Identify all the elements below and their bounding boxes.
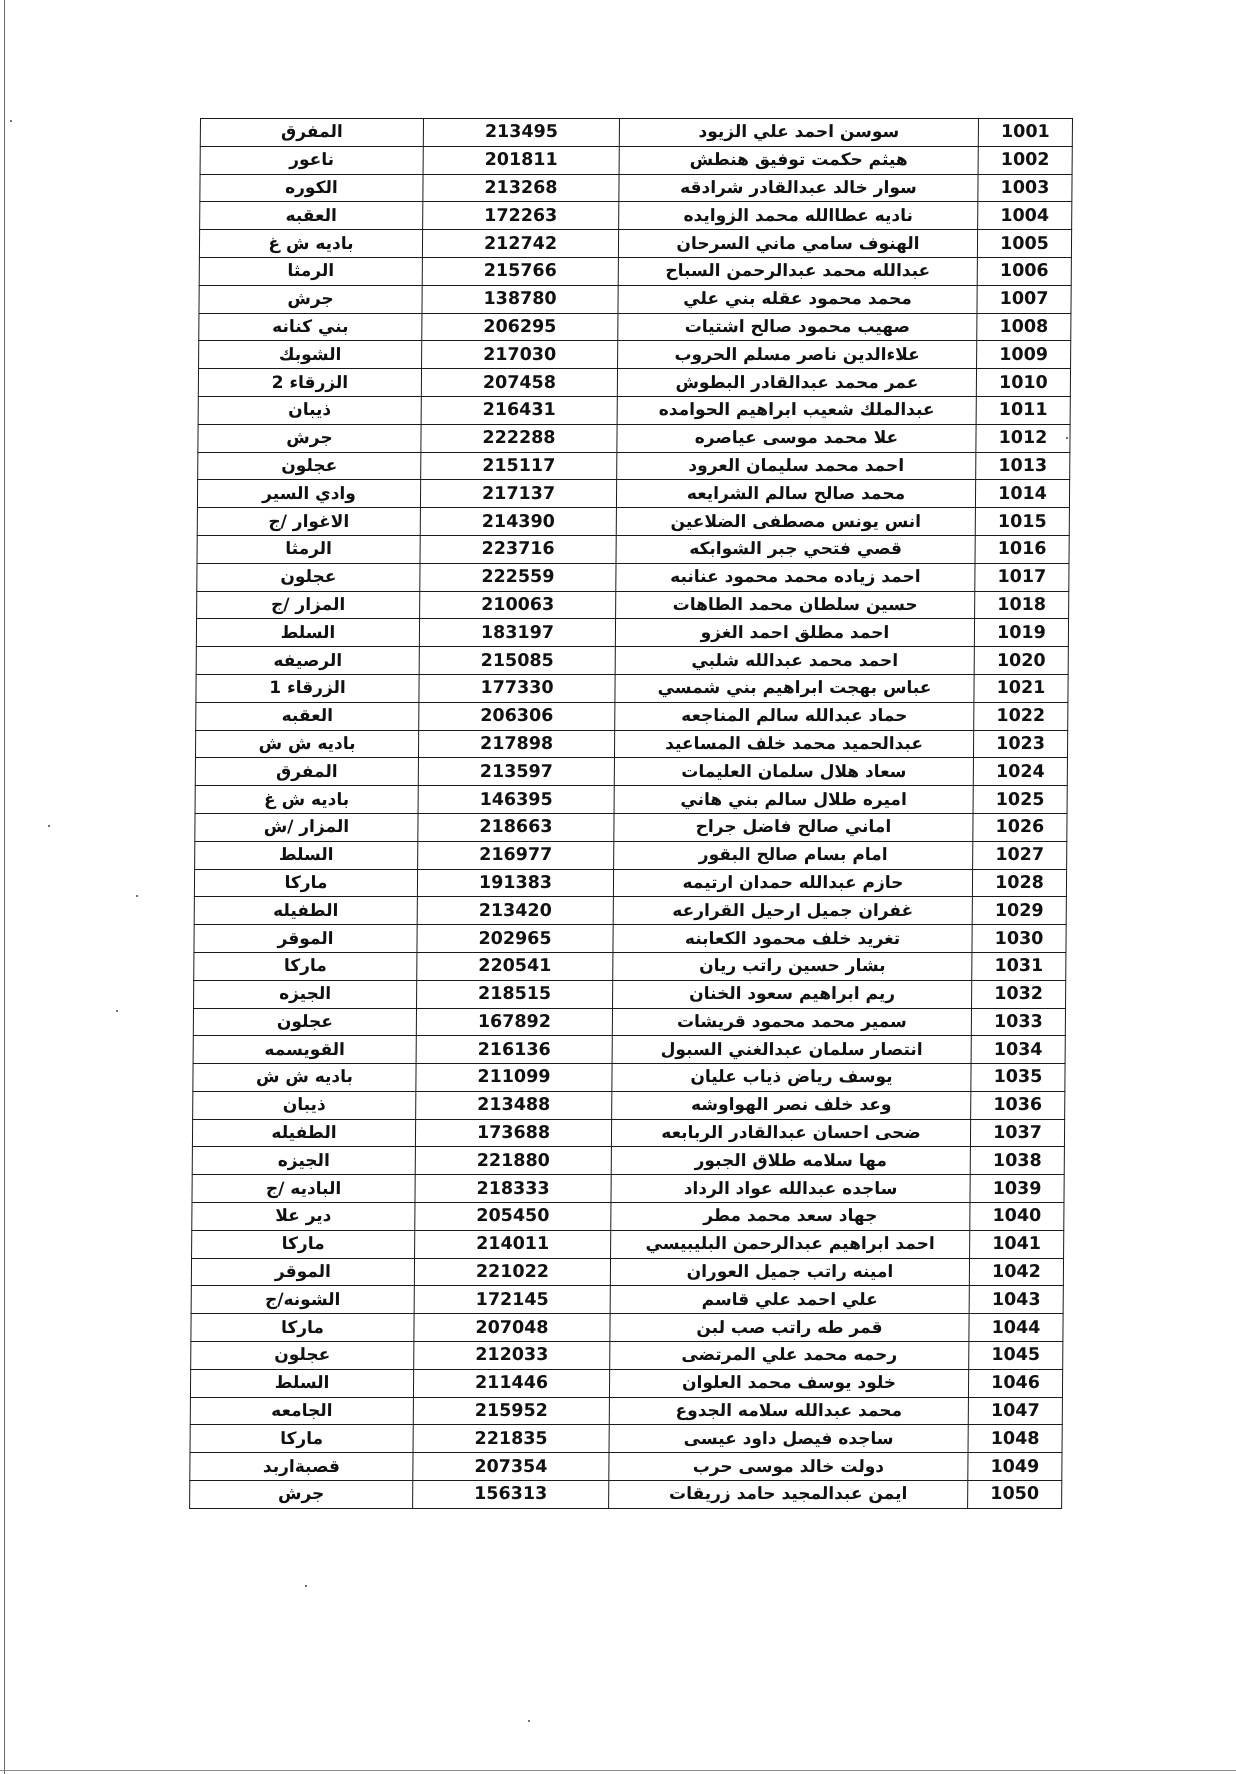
id-code-cell: 207458 [421, 369, 617, 397]
table-body [190, 119, 1073, 1509]
serial-number-cell: 1032 [972, 980, 1066, 1008]
serial-number-cell: 1041 [970, 1230, 1064, 1258]
table-row [190, 1397, 1062, 1425]
table-row [195, 786, 1067, 814]
serial-number-cell: 1043 [969, 1286, 1063, 1314]
id-code-cell: 215766 [422, 257, 618, 285]
location-cell: دير علا [192, 1203, 415, 1231]
full-name-cell: امينه راتب جميل العوران [610, 1258, 969, 1286]
location-cell: الشوبك [199, 341, 422, 369]
id-code-cell: 222288 [421, 424, 617, 452]
serial-number-cell: 1046 [968, 1369, 1062, 1397]
location-cell: الزرقاء 2 [198, 369, 421, 397]
location-cell: ماركا [194, 869, 417, 897]
location-cell: السلط [195, 841, 418, 869]
location-cell: ماركا [194, 952, 417, 980]
serial-number-cell: 1048 [968, 1425, 1062, 1453]
table-row [194, 925, 1066, 953]
location-cell: قصبةاربد [190, 1453, 413, 1481]
location-cell: العقبه [196, 702, 419, 730]
serial-number-cell: 1042 [969, 1258, 1063, 1286]
id-code-cell: 212033 [414, 1342, 610, 1370]
table-row [191, 1286, 1063, 1314]
location-cell: ذيبان [193, 1091, 416, 1119]
id-code-cell: 216136 [416, 1036, 612, 1064]
serial-number-cell: 1004 [978, 202, 1072, 230]
id-code-cell: 213268 [423, 174, 619, 202]
serial-number-cell: 1021 [974, 674, 1068, 702]
full-name-cell: وعد خلف نصر الهواوشه [612, 1091, 971, 1119]
table-row [190, 1481, 1062, 1509]
table-row [190, 1369, 1062, 1397]
full-name-cell: انتصار سلمان عبدالغني السبول [612, 1036, 971, 1064]
table-row [199, 285, 1071, 313]
serial-number-cell: 1007 [977, 285, 1071, 313]
full-name-cell: ريم ابراهيم سعود الخنان [613, 980, 972, 1008]
serial-number-cell: 1049 [968, 1453, 1062, 1481]
serial-number-cell: 1003 [978, 174, 1072, 202]
id-code-cell: 201811 [423, 146, 619, 174]
id-code-cell: 202965 [417, 925, 613, 953]
table-row [193, 1091, 1065, 1119]
id-code-cell: 206306 [419, 702, 615, 730]
location-cell: الجامعه [190, 1397, 413, 1425]
id-code-cell: 213488 [416, 1091, 612, 1119]
full-name-cell: محمد محمود عقله بني علي [618, 285, 977, 313]
id-code-cell: 167892 [416, 1008, 612, 1036]
serial-number-cell: 1018 [975, 591, 1069, 619]
table-row [196, 647, 1068, 675]
full-name-cell: بشار حسين راتب ريان [613, 952, 972, 980]
id-code-cell: 213420 [417, 897, 613, 925]
id-code-cell: 218515 [417, 980, 613, 1008]
full-name-cell: يوسف رياض ذياب عليان [612, 1064, 971, 1092]
table-row [197, 535, 1069, 563]
location-cell: القويسمه [193, 1036, 416, 1064]
table-row [194, 952, 1066, 980]
location-cell: عجلون [193, 1008, 416, 1036]
full-name-cell: تغريد خلف محمود الكعابنه [613, 925, 972, 953]
location-cell: عجلون [197, 563, 420, 591]
serial-number-cell: 1031 [972, 952, 1066, 980]
location-cell: ناعور [200, 146, 423, 174]
full-name-cell: عمر محمد عبدالقادر البطوش [617, 369, 976, 397]
location-cell: باديه ش ش [193, 1064, 416, 1092]
table-row [190, 1425, 1062, 1453]
table-row [195, 730, 1067, 758]
page-edge-bottom [0, 1770, 1236, 1771]
serial-number-cell: 1028 [972, 869, 1066, 897]
location-cell: ذيبان [198, 396, 421, 424]
serial-number-cell: 1027 [973, 841, 1067, 869]
serial-number-cell: 1020 [974, 647, 1068, 675]
location-cell: بني كنانه [199, 313, 422, 341]
id-code-cell: 206295 [422, 313, 618, 341]
table-row [195, 758, 1067, 786]
scan-speck [116, 1010, 118, 1012]
serial-number-cell: 1033 [971, 1008, 1065, 1036]
full-name-cell: اماني صالح فاضل جراح [614, 813, 973, 841]
id-code-cell: 215952 [413, 1397, 609, 1425]
id-code-cell: 213597 [418, 758, 614, 786]
table-row [196, 674, 1068, 702]
scan-speck [136, 895, 138, 897]
full-name-cell: جهاد سعد محمد مطر [611, 1203, 970, 1231]
id-code-cell: 215085 [419, 647, 615, 675]
location-cell: ماركا [192, 1230, 415, 1258]
location-cell: الكوره [200, 174, 423, 202]
serial-number-cell: 1023 [973, 730, 1067, 758]
table-row [196, 702, 1068, 730]
page-edge-left [4, 0, 5, 1774]
location-cell: الطفيله [194, 897, 417, 925]
table-row [197, 480, 1069, 508]
location-cell: الموقر [194, 925, 417, 953]
id-code-cell: 216977 [418, 841, 614, 869]
table-row [193, 1064, 1065, 1092]
id-code-cell: 177330 [419, 674, 615, 702]
serial-number-cell: 1050 [968, 1481, 1062, 1509]
id-code-cell: 207354 [413, 1453, 609, 1481]
serial-number-cell: 1038 [970, 1147, 1064, 1175]
full-name-cell: قصي فتحي جبر الشوابكه [616, 535, 975, 563]
location-cell: الرصيفه [196, 647, 419, 675]
full-name-cell: حسين سلطان محمد الطاهات [616, 591, 975, 619]
full-name-cell: حماد عبدالله سالم المناجعه [615, 702, 974, 730]
full-name-cell: احمد مطلق احمد الغزو [615, 619, 974, 647]
full-name-cell: احمد محمد سليمان العرود [617, 452, 976, 480]
location-cell: الزرقاء 1 [196, 674, 419, 702]
full-name-cell: صهيب محمود صالح اشتيات [618, 313, 977, 341]
serial-number-cell: 1008 [977, 313, 1071, 341]
full-name-cell: سعاد هلال سلمان العليمات [614, 758, 973, 786]
full-name-cell: ايمن عبدالمجيد حامد زريقات [609, 1481, 968, 1509]
serial-number-cell: 1017 [975, 563, 1069, 591]
full-name-cell: علا محمد موسى عياصره [617, 424, 976, 452]
full-name-cell: احمد زياده محمد محمود عنانبه [616, 563, 975, 591]
location-cell: المزار /ش [195, 813, 418, 841]
serial-number-cell: 1040 [970, 1203, 1064, 1231]
id-code-cell: 215117 [421, 452, 617, 480]
id-code-cell: 218663 [418, 813, 614, 841]
table-row [194, 980, 1066, 1008]
applicants-table [189, 118, 1073, 1509]
scan-speck [48, 825, 50, 827]
location-cell: عجلون [198, 452, 421, 480]
location-cell: عجلون [191, 1342, 414, 1370]
id-code-cell: 223716 [420, 535, 616, 563]
table-row [191, 1314, 1063, 1342]
id-code-cell: 217137 [420, 480, 616, 508]
location-cell: الموقر [191, 1258, 414, 1286]
full-name-cell: علاءالدين ناصر مسلم الحروب [618, 341, 977, 369]
full-name-cell: هيثم حكمت توفيق هنطش [619, 146, 978, 174]
id-code-cell: 213495 [423, 119, 619, 147]
id-code-cell: 172263 [423, 202, 619, 230]
serial-number-cell: 1029 [972, 897, 1066, 925]
location-cell: ماركا [190, 1425, 413, 1453]
table-row [192, 1119, 1064, 1147]
id-code-cell: 212742 [422, 230, 618, 258]
full-name-cell: غفران جميل ارحيل القرارعه [613, 897, 972, 925]
location-cell: باديه ش غ [199, 230, 422, 258]
id-code-cell: 220541 [417, 952, 613, 980]
serial-number-cell: 1013 [976, 452, 1070, 480]
full-name-cell: الهنوف سامي ماني السرحان [618, 230, 977, 258]
location-cell: المفرق [200, 119, 423, 147]
table-row [198, 396, 1070, 424]
id-code-cell: 211446 [413, 1369, 609, 1397]
location-cell: السلط [190, 1369, 413, 1397]
serial-number-cell: 1030 [972, 925, 1066, 953]
serial-number-cell: 1016 [975, 535, 1069, 563]
serial-number-cell: 1036 [971, 1091, 1065, 1119]
full-name-cell: عبدالملك شعيب ابراهيم الحوامده [617, 396, 976, 424]
location-cell: المزار /ج [197, 591, 420, 619]
table-row [199, 257, 1071, 285]
location-cell: المفرق [195, 758, 418, 786]
location-cell: ماركا [191, 1314, 414, 1342]
serial-number-cell: 1035 [971, 1064, 1065, 1092]
table-row [192, 1175, 1064, 1203]
location-cell: الباديه /ج [192, 1175, 415, 1203]
serial-number-cell: 1005 [977, 230, 1071, 258]
full-name-cell: امام بسام صالح البقور [614, 841, 973, 869]
table-row [200, 146, 1072, 174]
id-code-cell: 214011 [415, 1230, 611, 1258]
full-name-cell: حازم عبدالله حمدان ارتيمه [613, 869, 972, 897]
table-row [199, 313, 1071, 341]
table-row [196, 619, 1068, 647]
table-row [194, 869, 1066, 897]
location-cell: الجيزه [192, 1147, 415, 1175]
id-code-cell: 146395 [418, 786, 614, 814]
serial-number-cell: 1034 [971, 1036, 1065, 1064]
applicants-table-wrapper [189, 118, 1072, 1509]
table-row [198, 369, 1070, 397]
full-name-cell: عبدالله محمد عبدالرحمن السباح [618, 257, 977, 285]
table-row [193, 1036, 1065, 1064]
serial-number-cell: 1010 [976, 369, 1070, 397]
table-row [192, 1203, 1064, 1231]
id-code-cell: 221022 [414, 1258, 610, 1286]
location-cell: جرش [199, 285, 422, 313]
table-row [195, 841, 1067, 869]
serial-number-cell: 1015 [975, 508, 1069, 536]
id-code-cell: 218333 [415, 1175, 611, 1203]
location-cell: الجيزه [194, 980, 417, 1008]
location-cell: جرش [198, 424, 421, 452]
full-name-cell: ساجده عبدالله عواد الرداد [611, 1175, 970, 1203]
id-code-cell: 217898 [418, 730, 614, 758]
full-name-cell: سمير محمد محمود قريشات [612, 1008, 971, 1036]
table-row [193, 1008, 1065, 1036]
serial-number-cell: 1045 [969, 1342, 1063, 1370]
id-code-cell: 172145 [414, 1286, 610, 1314]
full-name-cell: محمد صالح سالم الشرايعه [616, 480, 975, 508]
id-code-cell: 214390 [420, 508, 616, 536]
id-code-cell: 221880 [415, 1147, 611, 1175]
full-name-cell: عبدالحميد محمد خلف المساعيد [614, 730, 973, 758]
id-code-cell: 217030 [422, 341, 618, 369]
table-row [200, 202, 1072, 230]
id-code-cell: 210063 [420, 591, 616, 619]
id-code-cell: 221835 [413, 1425, 609, 1453]
full-name-cell: اميره طلال سالم بني هاني [614, 786, 973, 814]
full-name-cell: دولت خالد موسى حرب [609, 1453, 968, 1481]
full-name-cell: سوار خالد عبدالقادر شرادقه [619, 174, 978, 202]
full-name-cell: احمد ابراهيم عبدالرحمن البليبيسي [611, 1230, 970, 1258]
full-name-cell: ساجده فيصل داود عيسى [609, 1425, 968, 1453]
location-cell: وادي السير [197, 480, 420, 508]
table-row [200, 119, 1072, 147]
location-cell: الطفيله [192, 1119, 415, 1147]
serial-number-cell: 1012 [976, 424, 1070, 452]
location-cell: باديه ش غ [195, 786, 418, 814]
full-name-cell: ضحى احسان عبدالقادر الربابعه [611, 1119, 970, 1147]
full-name-cell: خلود يوسف محمد العلوان [609, 1369, 968, 1397]
table-row [197, 508, 1069, 536]
table-row [200, 174, 1072, 202]
table-row [192, 1147, 1064, 1175]
full-name-cell: سوسن احمد علي الزيود [619, 119, 978, 147]
serial-number-cell: 1047 [968, 1397, 1062, 1425]
serial-number-cell: 1001 [978, 119, 1072, 147]
serial-number-cell: 1037 [970, 1119, 1064, 1147]
serial-number-cell: 1026 [973, 813, 1067, 841]
full-name-cell: رحمه محمد علي المرتضى [610, 1342, 969, 1370]
table-row [194, 897, 1066, 925]
id-code-cell: 216431 [421, 396, 617, 424]
serial-number-cell: 1025 [973, 786, 1067, 814]
table-row [197, 591, 1069, 619]
id-code-cell: 207048 [414, 1314, 610, 1342]
id-code-cell: 173688 [415, 1119, 611, 1147]
full-name-cell: محمد عبدالله سلامه الجدوع [609, 1397, 968, 1425]
serial-number-cell: 1014 [975, 480, 1069, 508]
serial-number-cell: 1022 [974, 702, 1068, 730]
id-code-cell: 211099 [416, 1064, 612, 1092]
serial-number-cell: 1019 [974, 619, 1068, 647]
location-cell: جرش [190, 1481, 413, 1509]
location-cell: السلط [196, 619, 419, 647]
scan-speck [528, 1720, 530, 1722]
table-row [191, 1258, 1063, 1286]
table-row [192, 1230, 1064, 1258]
scan-speck [10, 120, 12, 122]
serial-number-cell: 1024 [973, 758, 1067, 786]
location-cell: باديه ش ش [195, 730, 418, 758]
full-name-cell: ناديه عطاالله محمد الزوايده [619, 202, 978, 230]
serial-number-cell: 1009 [977, 341, 1071, 369]
table-row [198, 424, 1070, 452]
table-row [199, 230, 1071, 258]
full-name-cell: عباس بهجت ابراهيم بني شمسي [615, 674, 974, 702]
location-cell: العقبه [200, 202, 423, 230]
table-row [199, 341, 1071, 369]
table-row [191, 1342, 1063, 1370]
location-cell: الرمثا [199, 257, 422, 285]
serial-number-cell: 1002 [978, 146, 1072, 174]
id-code-cell: 191383 [417, 869, 613, 897]
id-code-cell: 156313 [413, 1481, 609, 1509]
serial-number-cell: 1039 [970, 1175, 1064, 1203]
scan-speck [305, 1585, 307, 1587]
serial-number-cell: 1011 [976, 396, 1070, 424]
id-code-cell: 222559 [420, 563, 616, 591]
location-cell: الرمثا [197, 535, 420, 563]
location-cell: الشونه/ج [191, 1286, 414, 1314]
id-code-cell: 183197 [419, 619, 615, 647]
serial-number-cell: 1044 [969, 1314, 1063, 1342]
table-row [195, 813, 1067, 841]
table-row [197, 563, 1069, 591]
id-code-cell: 138780 [422, 285, 618, 313]
table-row [190, 1453, 1062, 1481]
location-cell: الاغوار /ج [197, 508, 420, 536]
full-name-cell: احمد محمد عبدالله شلبي [615, 647, 974, 675]
full-name-cell: علي احمد علي قاسم [610, 1286, 969, 1314]
id-code-cell: 205450 [415, 1203, 611, 1231]
table-row [198, 452, 1070, 480]
full-name-cell: انس يونس مصطفى الضلاعين [616, 508, 975, 536]
full-name-cell: مها سلامه طلاق الجبور [611, 1147, 970, 1175]
full-name-cell: قمر طه راتب صب لبن [610, 1314, 969, 1342]
serial-number-cell: 1006 [977, 257, 1071, 285]
